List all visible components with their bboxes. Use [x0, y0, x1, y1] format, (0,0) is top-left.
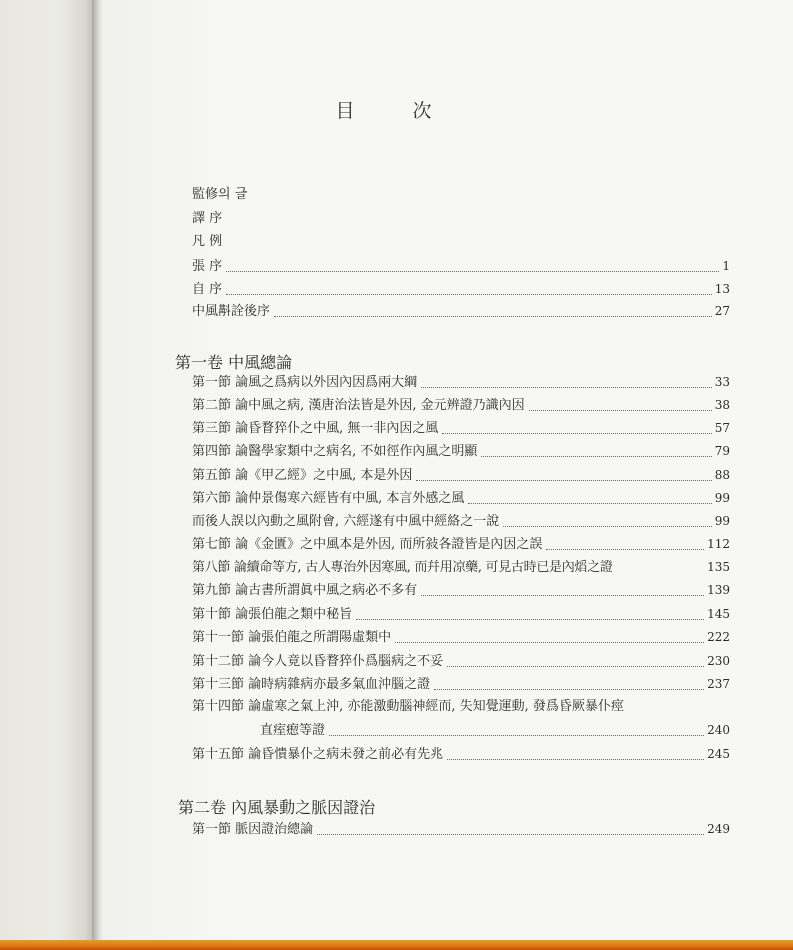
- leader-dots: [421, 595, 704, 596]
- toc-entry[interactable]: [192, 558, 730, 577]
- page-number: 38: [714, 398, 730, 412]
- entry-label: 自 序: [192, 282, 223, 297]
- toc-entry[interactable]: [192, 233, 222, 251]
- leader-dots: [447, 759, 704, 760]
- leader-dots: [317, 834, 704, 835]
- page-number: 57: [714, 421, 730, 435]
- toc-entry[interactable]: [192, 820, 730, 839]
- entry-label: 第三節 論昏瞀猝仆之中風, 無一非內因之風: [192, 421, 439, 436]
- toc-entry[interactable]: [192, 512, 730, 531]
- entry-label: 第十二節 論今人竟以昏瞀猝仆爲腦病之不妥: [192, 654, 444, 669]
- page-number: 99: [714, 514, 730, 528]
- toc-entry[interactable]: [192, 581, 730, 600]
- toc-entry[interactable]: [192, 373, 730, 392]
- leader-dots: [546, 549, 704, 550]
- entry-label: 第五節 論《甲乙經》之中風, 本是外因: [192, 468, 413, 483]
- leader-dots: [274, 316, 712, 317]
- leader-dots: [421, 387, 712, 388]
- page-number: 230: [707, 654, 730, 668]
- toc-entry[interactable]: [192, 698, 624, 716]
- leader-dots: [329, 735, 704, 736]
- leader-dots: [447, 666, 704, 667]
- toc-entry[interactable]: [192, 210, 222, 228]
- entry-label: 第七節 論《金匱》之中風本是外因, 而所敍各證皆是內因之誤: [192, 537, 543, 552]
- page-number: 237: [707, 677, 730, 691]
- entry-label: 第二節 論中風之病, 漢唐治法皆是外因, 金元辨證乃識內因: [192, 398, 525, 413]
- toc-entry-continuation[interactable]: [260, 721, 730, 740]
- page-number: 13: [714, 282, 730, 296]
- leader-dots: [356, 619, 704, 620]
- toc-entry[interactable]: [192, 442, 730, 461]
- chapter-heading[interactable]: 第二卷 內風暴動之脈因證治: [178, 798, 376, 817]
- toc-entry[interactable]: [192, 605, 730, 624]
- entry-label: 第十四節 論虛寒之氣上沖, 亦能激動腦神經而, 失知覺運動, 發爲昏厥暴仆痙: [192, 699, 624, 714]
- toc-entry[interactable]: [192, 628, 730, 647]
- leader-dots: [416, 480, 711, 481]
- entry-label: 第四節 論醫學家類中之病名, 不如徑作內風之明顯: [192, 444, 478, 459]
- entry-label: 監修의 글: [192, 187, 248, 202]
- leader-dots: [226, 294, 712, 295]
- toc-entry[interactable]: [192, 745, 730, 764]
- leader-dots: [481, 456, 711, 457]
- leader-dots: [434, 689, 704, 690]
- page-number: 33: [714, 375, 730, 389]
- entry-label: 第九節 論古書所謂眞中風之病必不多有: [192, 583, 418, 598]
- page-number: 99: [714, 491, 730, 505]
- entry-label: 張 序: [192, 259, 223, 274]
- leader-dots: [442, 433, 711, 434]
- entry-label: 第一節 脈因證治總論: [192, 822, 314, 837]
- entry-label: 中風斠詮後序: [192, 304, 271, 319]
- page-title: 目 次: [335, 100, 458, 122]
- page-number: 88: [714, 468, 730, 482]
- page-number: 245: [707, 747, 730, 761]
- leader-dots: [395, 642, 704, 643]
- book-gutter: [92, 0, 102, 950]
- toc-entry[interactable]: [192, 257, 730, 276]
- entry-label: 第八節 論續命等方, 古人專治外因寒風, 而幷用凉藥, 可見古時已是內熖之證: [192, 560, 613, 575]
- page-number: 139: [707, 583, 730, 597]
- entry-label: 第一節 論風之爲病以外因內因爲兩大綱: [192, 375, 418, 390]
- toc-entry[interactable]: [192, 396, 730, 415]
- entry-label: 第十五節 論昏憒暴仆之病未發之前必有先兆: [192, 747, 444, 762]
- scan-edge-bar: [0, 940, 793, 950]
- page-number: 79: [714, 444, 730, 458]
- page-number: 112: [707, 537, 730, 551]
- entry-label: 第六節 論仲景傷寒六經皆有中風, 本言外感之風: [192, 491, 465, 506]
- entry-label: 第十節 論張伯龍之類中秘旨: [192, 607, 353, 622]
- toc-entry[interactable]: [192, 280, 730, 299]
- page-number: 135: [707, 560, 730, 574]
- entry-label: 凡 例: [192, 234, 223, 249]
- chapter-heading[interactable]: 第一卷 中風總論: [175, 353, 293, 372]
- toc-entry[interactable]: [192, 186, 247, 204]
- toc-entry[interactable]: [192, 489, 730, 508]
- toc-entry[interactable]: [192, 419, 730, 438]
- entry-label: 而後人誤以內動之風附會, 六經遂有中風中經絡之一說: [192, 514, 500, 529]
- page-number: 222: [707, 630, 730, 644]
- toc-entry[interactable]: [192, 675, 730, 694]
- entry-label: 第十三節 論時病雜病亦最多氣血沖腦之證: [192, 677, 431, 692]
- entry-label: 譯 序: [192, 211, 223, 226]
- toc-entry[interactable]: [192, 302, 730, 321]
- toc-entry[interactable]: [192, 466, 730, 485]
- entry-label: 直痓瘛等證: [260, 723, 326, 738]
- page-number: 27: [714, 304, 730, 318]
- leader-dots: [503, 526, 711, 527]
- toc-entry[interactable]: [192, 652, 730, 671]
- leader-dots: [468, 503, 711, 504]
- toc-entry[interactable]: [192, 535, 730, 554]
- entry-label: 第十一節 論張伯龍之所謂陽虛類中: [192, 630, 392, 645]
- page-number: 1: [722, 259, 730, 273]
- leader-dots: [226, 271, 719, 272]
- page-number: 249: [707, 822, 730, 836]
- page-number: 240: [707, 723, 730, 737]
- page-number: 145: [707, 607, 730, 621]
- leader-dots: [529, 410, 712, 411]
- facing-page-edge: [0, 0, 96, 950]
